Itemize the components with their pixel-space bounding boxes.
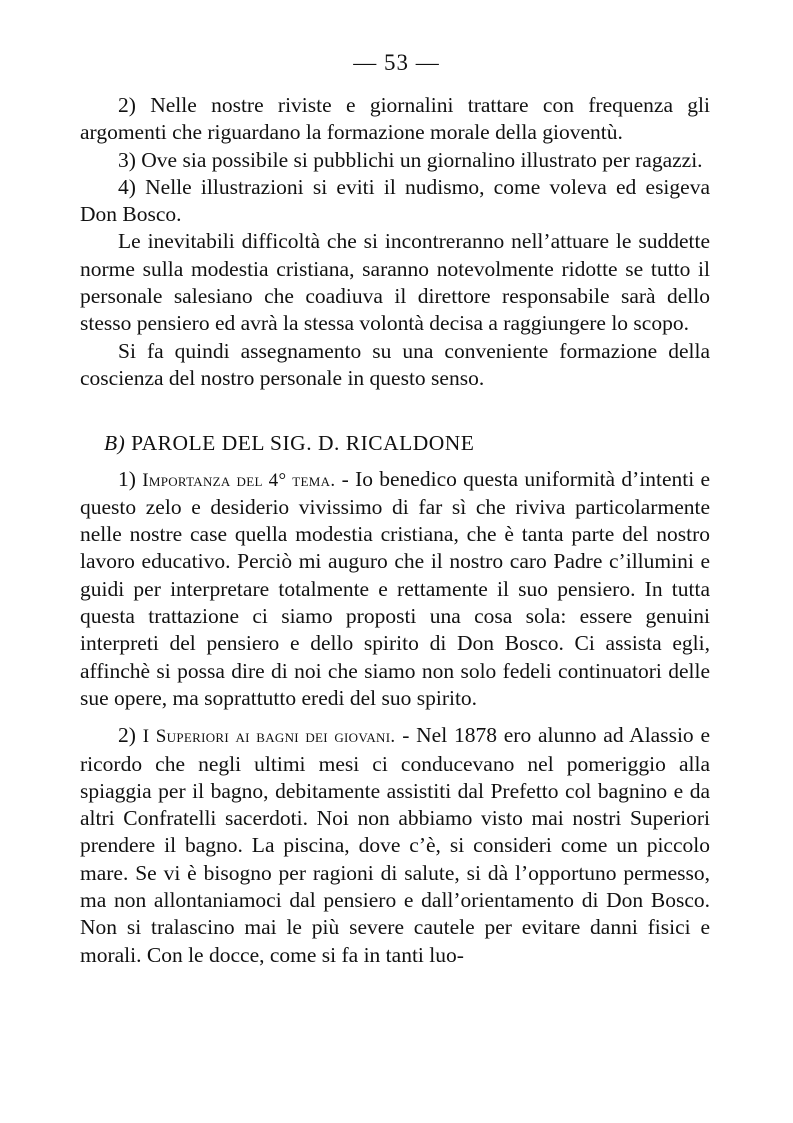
item-number: 1) <box>118 466 136 491</box>
section-heading <box>104 430 710 457</box>
paragraph: Le inevitabili difficoltà che si incontreranno nell’attuare le suddette norme sulla modestia cristiana, saranno notevolmente ridotte se tutto il personale salesiano che coadiuva il direttore responsabile sarà dello stesso pensiero ed avrà la stessa volontà decisa a raggiungere lo scopo. <box>80 229 710 336</box>
section-letter: B) <box>104 431 126 456</box>
paragraph: Si fa quindi assegnamento su una conveniente formazione della coscienza del nostro personale in questo senso. <box>80 338 710 390</box>
item-text: - Nel 1878 ero alunno ad Alassio e ricordo che negli ultimi mesi ci conducevano nel pomeriggio alla spiaggia per il bagno, debitamente assistiti dal Prefetto col bagnino e da altri Confratelli sacerdoti. Noi non abbiamo visto mai nostri Superiori prendere il bagno. La piscina, dove c’è, si consideri come un piccolo mare. Se vi è bisogno per ragioni di salute, si dà l’opportuno permesso, ma non allontaniamoci dal pensiero e dall’orientamento di Don Bosco. Non si tralascino mai le più severe cautele per evitare danni fisici e morali. Con le docce, come si fa in tanti luo- <box>80 723 710 967</box>
numbered-item <box>80 466 710 713</box>
paragraph: 4) Nelle illustrazioni si eviti il nudismo, come voleva ed esigeva Don Bosco. <box>80 174 710 227</box>
item-number: 2) <box>118 723 136 748</box>
section-title: PAROLE DEL SIG. D. RICALDONE <box>131 431 475 456</box>
page-body <box>80 92 710 969</box>
item-title: I Superiori ai bagni dei giovani. <box>142 726 396 748</box>
page-number: — 53 — <box>353 50 440 75</box>
paragraph: 2) Nelle nostre riviste e giornalini trattare con frequenza gli argomenti che riguardano la formazione morale della gioventù. <box>80 93 710 145</box>
item-text: - Io benedico questa uniformità d’intenti e questo zelo e desiderio vivissimo di far sì che riviva particolarmente nelle nostre case quella modestia cristiana, che è tanta parte del nostro lavoro educativo. Perciò mi auguro che il nostro caro Padre c’illumini e guidi per interpretare totalmente e rettamente il suo pensiero. In tutta questa trattazione ci siamo proposti una cosa sola: essere genuini interpreti del pensiero e dello spirito di Don Bosco. Ci assista egli, affinchè si possa dire di noi che siamo non solo fedeli continuatori delle sue opere, ma soprattutto eredi del suo spirito. <box>80 466 711 710</box>
numbered-item <box>80 722 710 969</box>
paragraph: 3) Ove sia possibile si pubblichi un giornalino illustrato per ragazzi. <box>118 147 703 172</box>
item-title: Importanza del 4° tema. <box>142 469 336 491</box>
